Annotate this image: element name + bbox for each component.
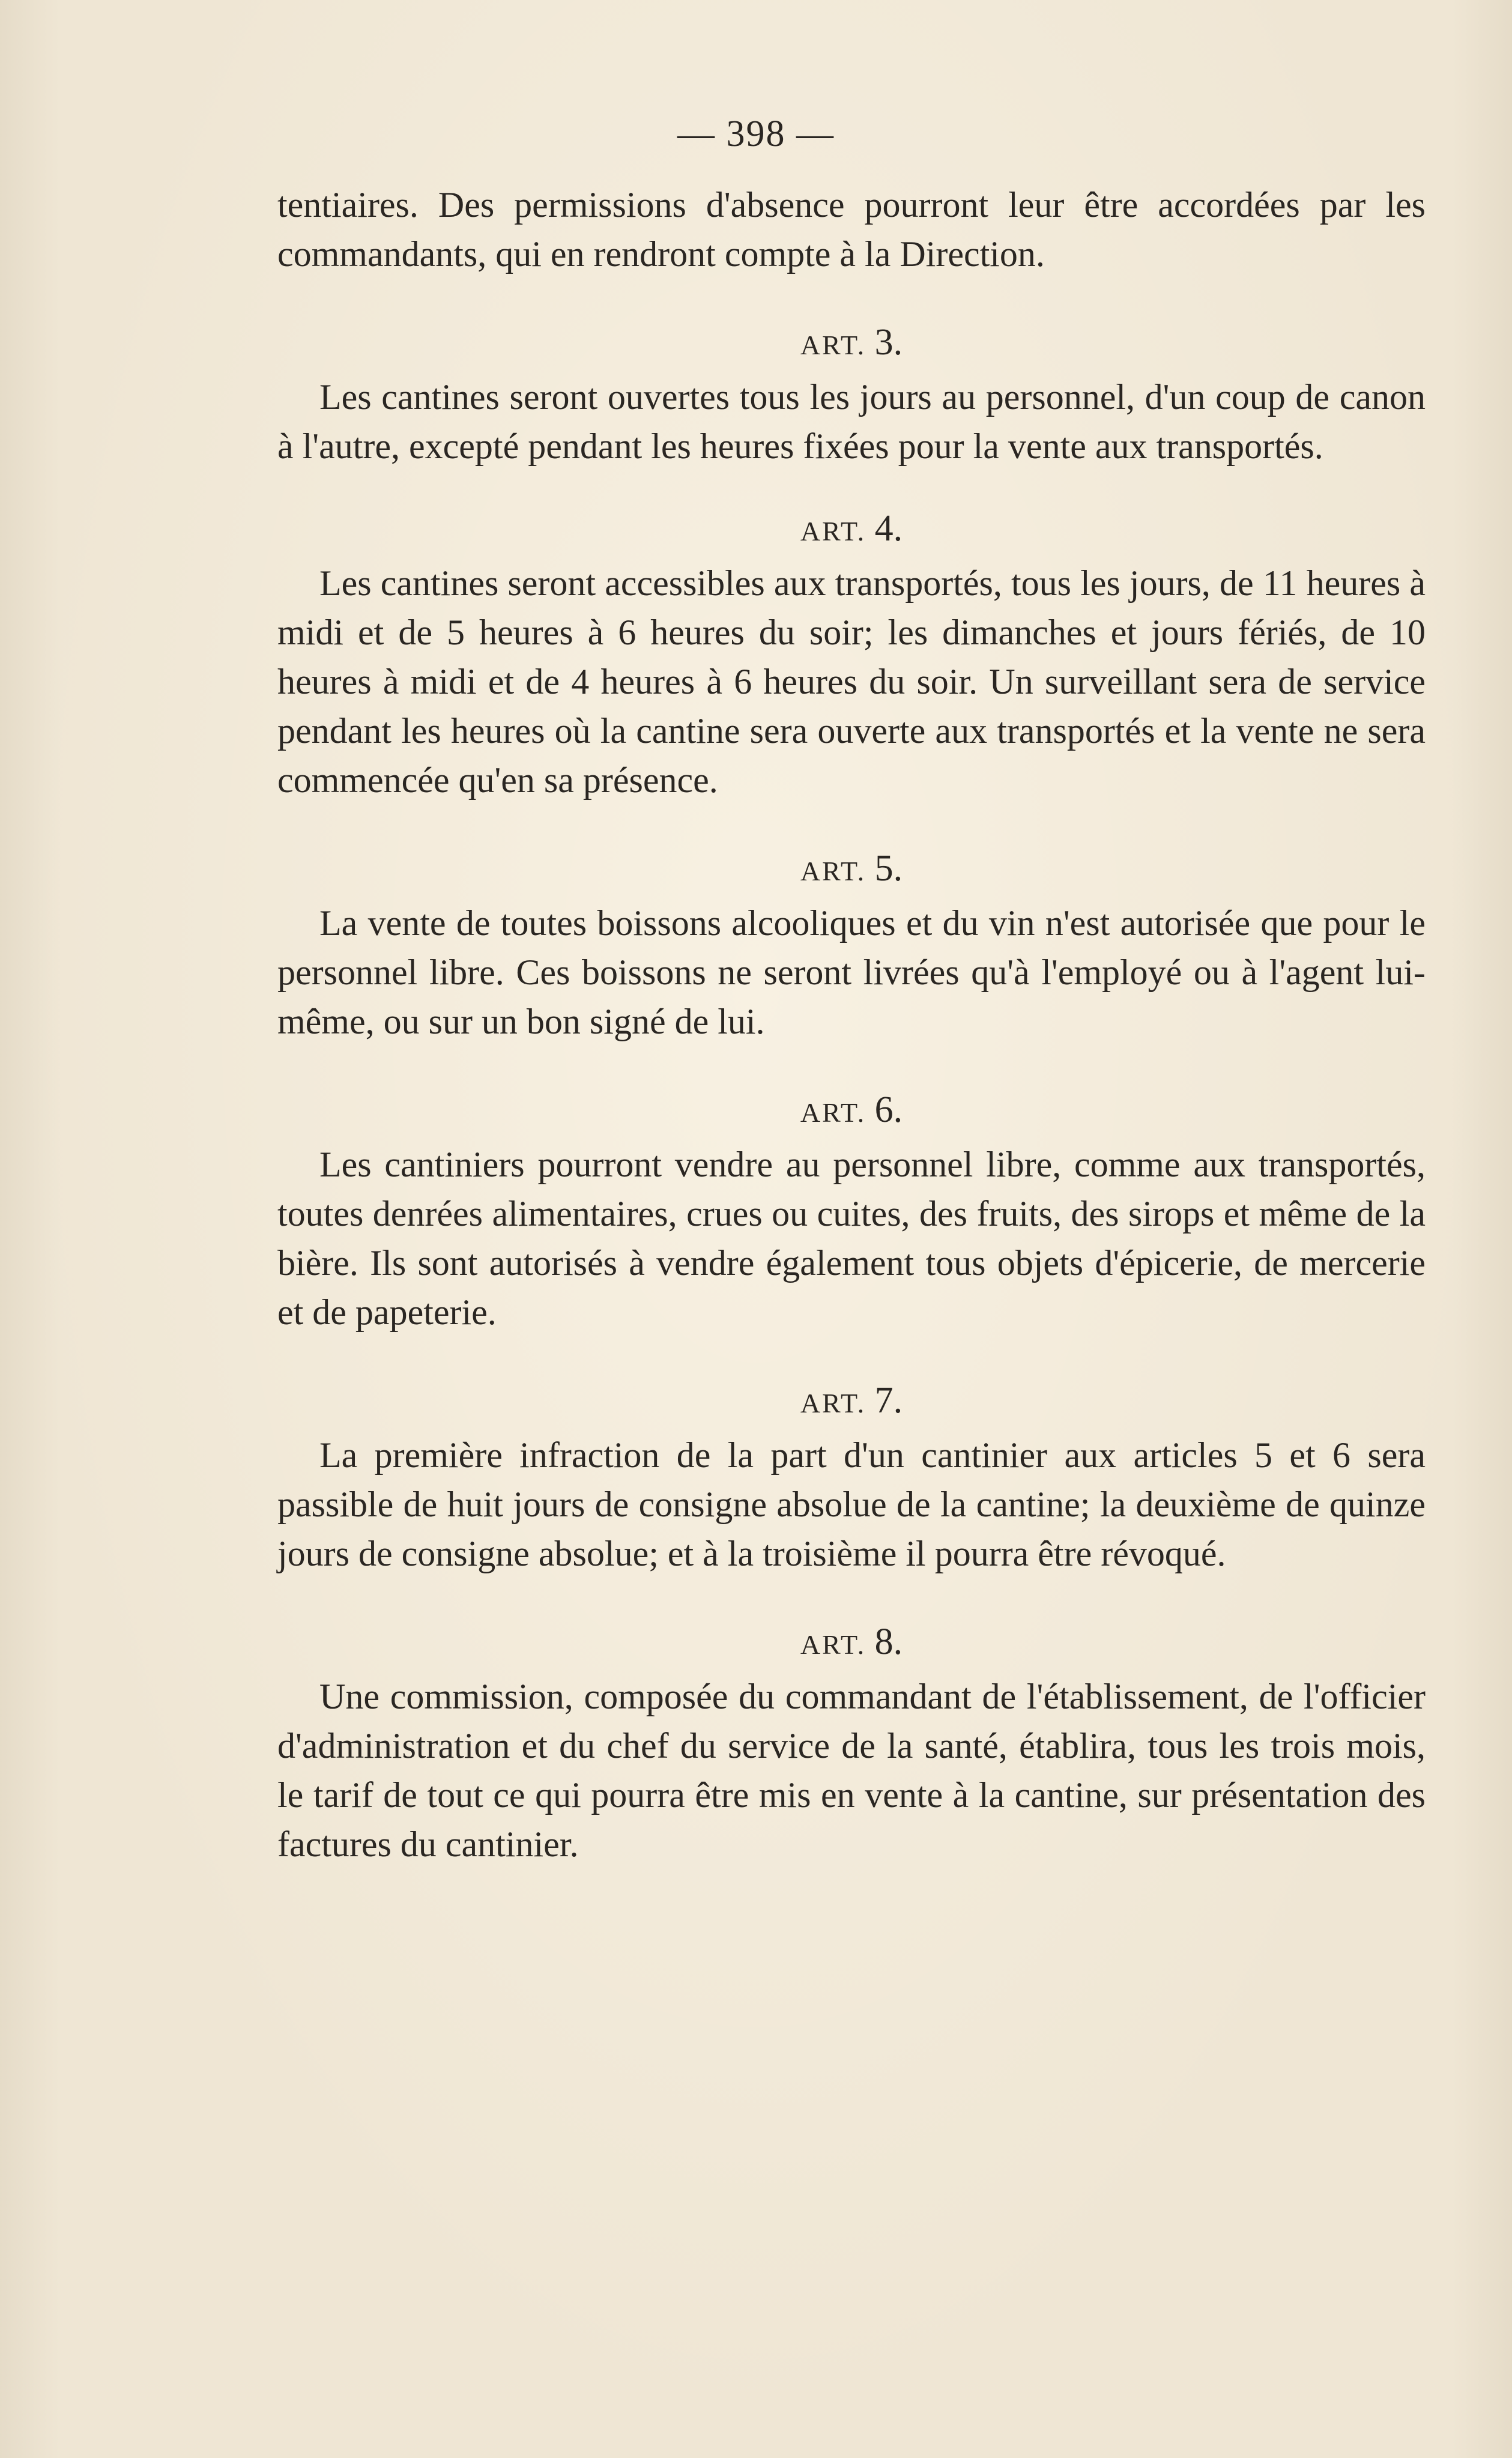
article-8-text: Une commission, composée du commandant de l'établissement, de l'officier d'administration et du chef du service de la santé, établira, tous les trois mois, le tarif de tout ce qui pourra être mis en vente à la cantine, sur présentation des factures du cantinier. [277, 1677, 1426, 1864]
article-5-heading [277, 838, 1426, 898]
article-number: 8. [874, 1621, 903, 1662]
article-label: ART. [800, 856, 866, 886]
article-6-text: Les cantiniers pourront vendre au personnel libre, comme aux transportés, toutes denrées alimentaires, crues ou cuites, des fruits, des sirops et même de la bière. Ils sont autorisés à vendre également tous objets d'épicerie, de mercerie et de papeterie. [277, 1145, 1426, 1332]
article-label: ART. [800, 1388, 866, 1418]
article-label: ART. [800, 1629, 866, 1660]
article-8-heading [277, 1612, 1426, 1672]
article-number: 6. [874, 1089, 903, 1130]
article-7-heading [277, 1370, 1426, 1430]
article-3-heading [277, 312, 1426, 372]
article-number: 3. [874, 322, 903, 363]
article-4-text: Les cantines seront accessibles aux transportés, tous les jours, de 11 heures à midi et de 5 heures à 6 heures du soir; les dimanches et jours fériés, de 10 heures à midi et de 4 heures à 6 heures du soir. Un surveillant sera de service pendant les heures où la cantine sera ouverte aux transportés et la vente ne sera commencée qu'en sa présence. [277, 563, 1426, 800]
article-5-text: La vente de toutes boissons alcooliques et du vin n'est autorisée que pour le personnel libre. Ces boissons ne seront livrées qu'à l'employé ou à l'agent lui-même, ou sur un bon signé de lui. [277, 903, 1426, 1041]
body-text [277, 180, 1426, 1869]
article-3-text: Les cantines seront ouvertes tous les jours au personnel, d'un coup de canon à l'autre, excepté pendant les heures fixées pour la vente aux transportés. [277, 377, 1426, 466]
article-6-heading [277, 1080, 1426, 1140]
paragraph-continuation: tentiaires. Des permissions d'absence pourront leur être accordées par les commandants, qui en rendront compte à la Direction. [277, 185, 1426, 274]
article-label: ART. [800, 516, 866, 546]
article-label: ART. [800, 1097, 866, 1128]
article-7-text: La première infraction de la part d'un cantinier aux articles 5 et 6 sera passible de huit jours de consigne absolue de la cantine; la deuxième de quinze jours de consigne absolue; et à la troisième il pourra être révoqué. [277, 1435, 1426, 1573]
page-number: — 398 — [677, 114, 835, 154]
article-4-heading [277, 498, 1426, 558]
article-label: ART. [800, 330, 866, 360]
article-number: 4. [874, 508, 903, 549]
article-number: 5. [874, 848, 903, 889]
article-number: 7. [874, 1380, 903, 1421]
